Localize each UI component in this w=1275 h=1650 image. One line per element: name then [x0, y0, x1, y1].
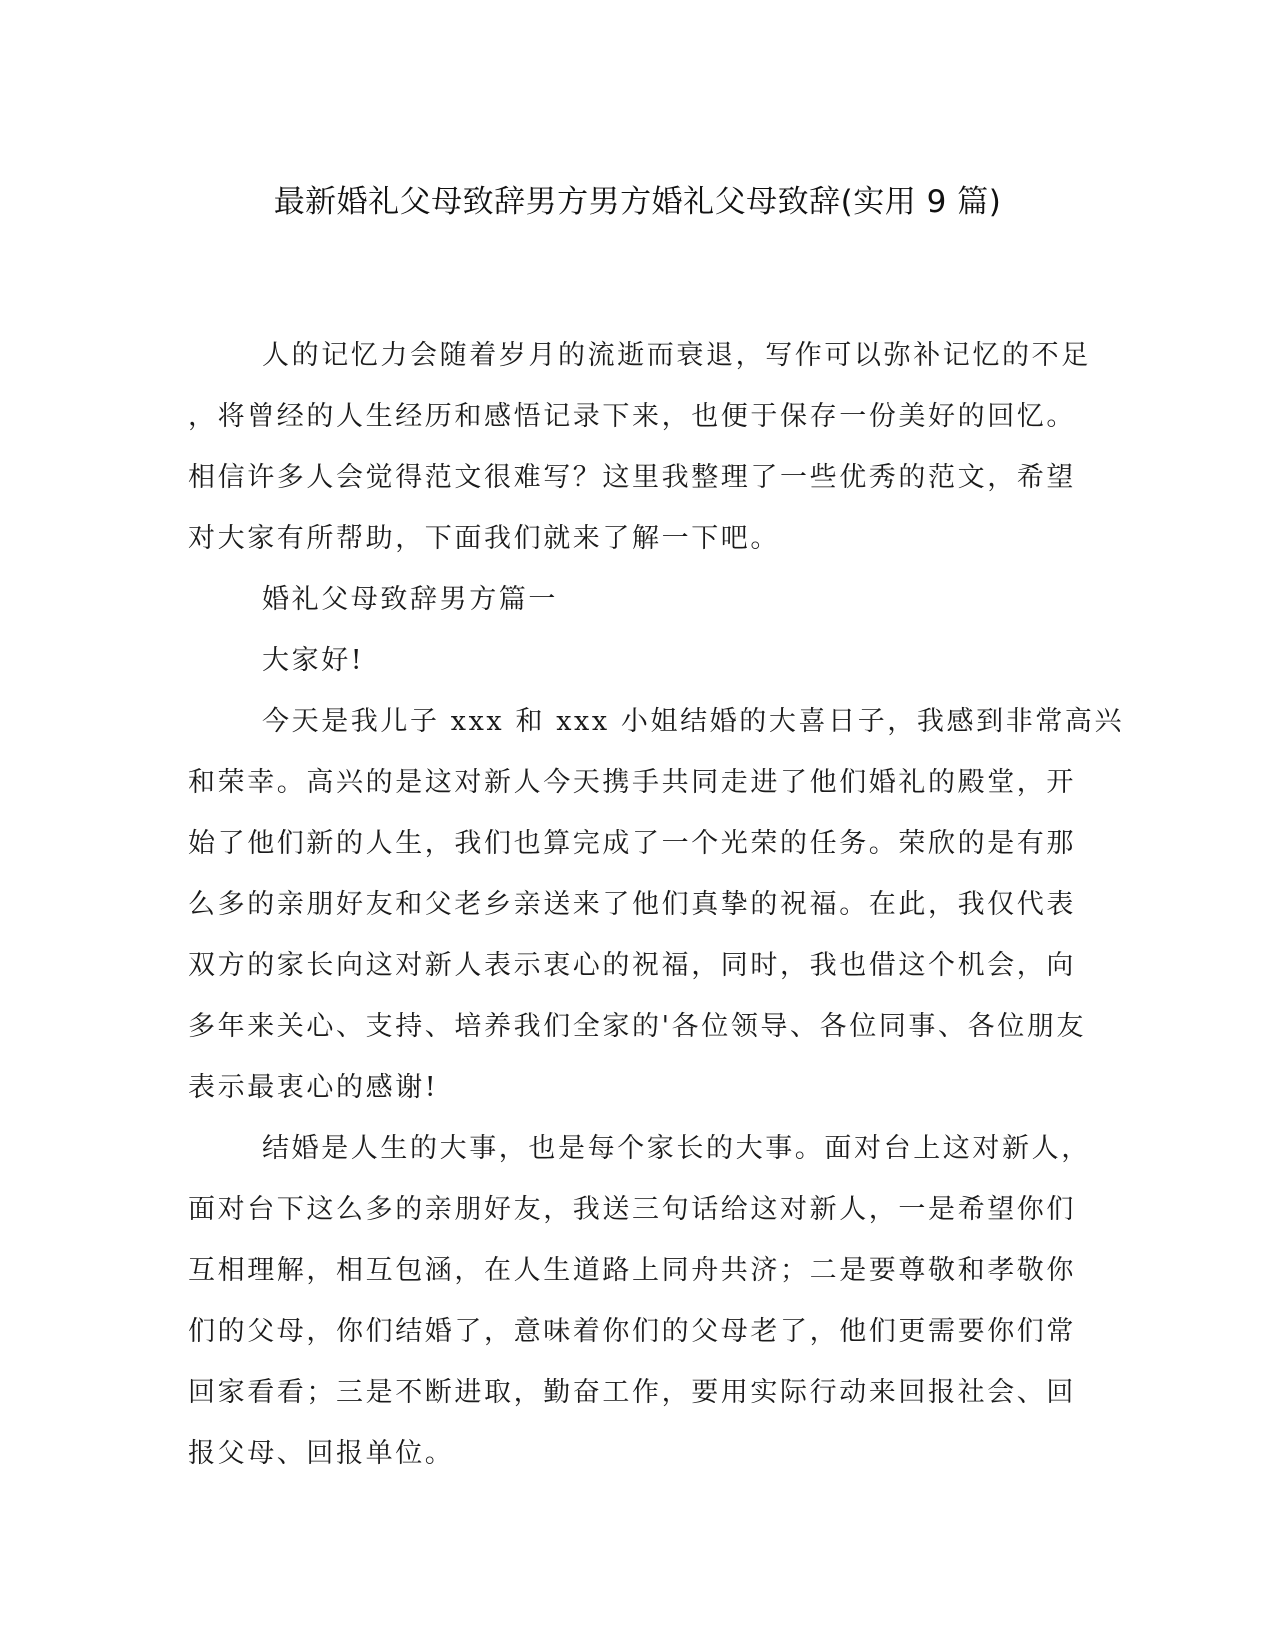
paragraph-line: 多年来关心、支持、培养我们全家的'各位领导、各位同事、各位朋友: [188, 1011, 1087, 1042]
paragraph-line: 么多的亲朋好友和父老乡亲送来了他们真挚的祝福。在此，我仅代表: [188, 889, 1076, 920]
paragraph-line: 互相理解，相互包涵，在人生道路上同舟共济；二是要尊敬和孝敬你: [188, 1255, 1076, 1286]
paragraph-line: 们的父母，你们结婚了，意味着你们的父母老了，他们更需要你们常: [188, 1316, 1076, 1347]
paragraph-line: 对大家有所帮助，下面我们就来了解一下吧。: [188, 523, 780, 554]
paragraph-line: 结婚是人生的大事，也是每个家长的大事。面对台上这对新人，: [262, 1133, 1091, 1164]
greeting-line: 大家好!: [262, 645, 365, 676]
paragraph-line: 双方的家长向这对新人表示衷心的祝福，同时，我也借这个机会，向: [188, 950, 1076, 981]
paragraph-line: 表示最衷心的感谢!: [188, 1072, 439, 1103]
paragraph-line: 人的记忆力会随着岁月的流逝而衰退，写作可以弥补记忆的不足: [262, 340, 1091, 371]
paragraph-line: 报父母、回报单位。: [188, 1438, 455, 1469]
section-heading: 婚礼父母致辞男方篇一: [262, 584, 558, 615]
paragraph-line: 今天是我儿子 xxx 和 xxx 小姐结婚的大喜日子，我感到非常高兴: [262, 706, 1125, 737]
document-title: 最新婚礼父母致辞男方男方婚礼父母致辞(实用 9 篇): [273, 184, 1002, 220]
paragraph-line: 面对台下这么多的亲朋好友，我送三句话给这对新人，一是希望你们: [188, 1194, 1076, 1225]
document-body: [188, 325, 1125, 1484]
paragraph-line: 回家看看；三是不断进取，勤奋工作，要用实际行动来回报社会、回: [188, 1377, 1076, 1408]
paragraph-line: 相信许多人会觉得范文很难写？这里我整理了一些优秀的范文，希望: [188, 462, 1076, 493]
paragraph-line: ，将曾经的人生经历和感悟记录下来，也便于保存一份美好的回忆。: [188, 401, 1076, 432]
paragraph-line: 和荣幸。高兴的是这对新人今天携手共同走进了他们婚礼的殿堂，开: [188, 767, 1076, 798]
paragraph-line: 始了他们新的人生，我们也算完成了一个光荣的任务。荣欣的是有那: [188, 828, 1076, 859]
